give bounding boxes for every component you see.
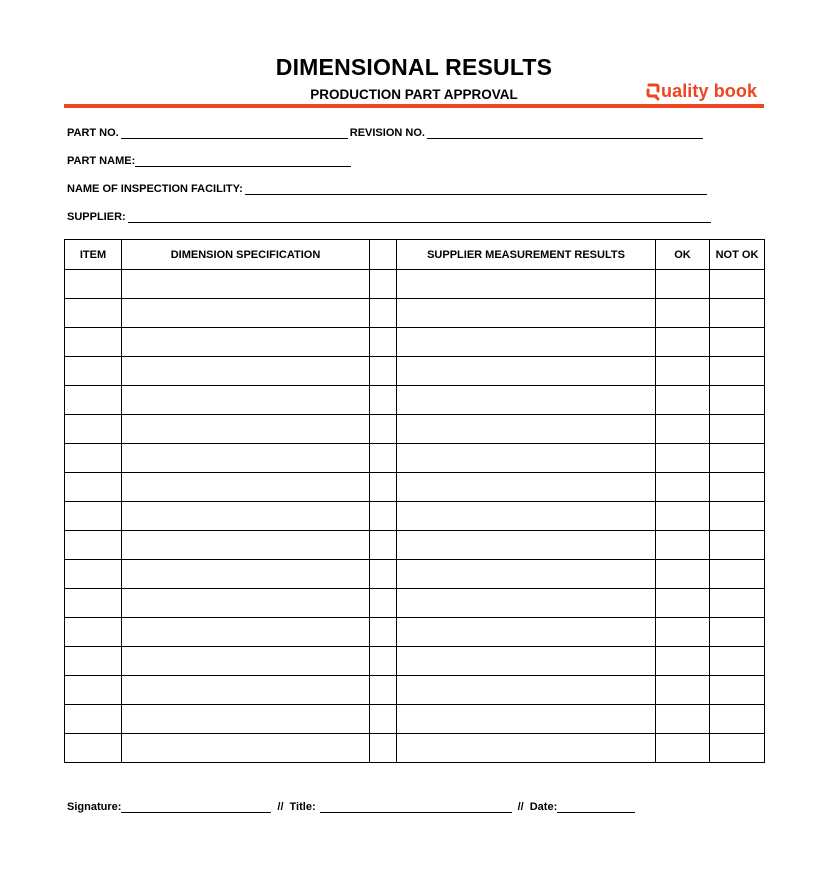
dimension-specification-cell[interactable] (122, 705, 370, 734)
revision-no-field[interactable] (427, 126, 703, 139)
dimension-specification-cell[interactable] (122, 270, 370, 299)
dimension-specification-cell[interactable] (122, 473, 370, 502)
inspection-facility-label: NAME OF INSPECTION FACILITY: (67, 183, 243, 195)
not-ok-cell[interactable] (710, 357, 765, 386)
item-cell[interactable] (65, 357, 122, 386)
dimension-specification-cell[interactable] (122, 502, 370, 531)
ok-cell[interactable] (656, 531, 710, 560)
item-cell[interactable] (65, 676, 122, 705)
not-ok-cell[interactable] (710, 299, 765, 328)
supplier-measurement-cell[interactable] (397, 618, 656, 647)
blank-cell[interactable] (370, 531, 397, 560)
blank-cell[interactable] (370, 676, 397, 705)
item-cell[interactable] (65, 270, 122, 299)
not-ok-cell[interactable] (710, 705, 765, 734)
quality-book-logo (646, 78, 757, 104)
table-row (65, 618, 765, 647)
title-separator: // (277, 801, 284, 813)
supplier-measurement-cell[interactable] (397, 299, 656, 328)
supplier-measurement-cell[interactable] (397, 705, 656, 734)
not-ok-cell[interactable] (710, 444, 765, 473)
table-row (65, 299, 765, 328)
supplier-measurement-cell[interactable] (397, 357, 656, 386)
blank-cell[interactable] (370, 270, 397, 299)
table-row (65, 415, 765, 444)
blank-cell[interactable] (370, 415, 397, 444)
not-ok-cell[interactable] (710, 415, 765, 444)
supplier-measurement-cell[interactable] (397, 734, 656, 763)
ok-cell[interactable] (656, 299, 710, 328)
date-separator: // (517, 801, 524, 813)
ok-cell[interactable] (656, 618, 710, 647)
item-cell[interactable] (65, 444, 122, 473)
revision-no-label: REVISION NO. (349, 127, 425, 139)
inspection-facility-field[interactable] (245, 182, 707, 195)
dimension-specification-cell[interactable] (122, 589, 370, 618)
table-row (65, 647, 765, 676)
inspection-facility-row (67, 179, 707, 195)
blank-cell[interactable] (370, 357, 397, 386)
item-cell[interactable] (65, 328, 122, 357)
ok-cell[interactable] (656, 589, 710, 618)
dimension-specification-cell[interactable] (122, 676, 370, 705)
ok-cell[interactable] (656, 676, 710, 705)
dimension-specification-cell[interactable] (122, 328, 370, 357)
ok-cell[interactable] (656, 502, 710, 531)
not-ok-cell[interactable] (710, 386, 765, 415)
item-cell[interactable] (65, 560, 122, 589)
item-cell[interactable] (65, 705, 122, 734)
ok-cell[interactable] (656, 734, 710, 763)
title-field[interactable] (320, 800, 512, 813)
table-row (65, 502, 765, 531)
part-no-row (67, 123, 703, 139)
col-header-supplier-measurement-results: SUPPLIER MEASUREMENT RESULTS (397, 240, 656, 270)
signature-footer (67, 797, 635, 813)
header-divider (64, 104, 764, 108)
not-ok-cell[interactable] (710, 618, 765, 647)
dimension-specification-cell[interactable] (122, 444, 370, 473)
dimension-specification-cell[interactable] (122, 618, 370, 647)
col-header-dimension-specification: DIMENSION SPECIFICATION (122, 240, 370, 270)
table-row (65, 357, 765, 386)
quality-book-q-icon (646, 81, 660, 101)
signature-label: Signature: (67, 801, 122, 813)
table-header-row (65, 240, 765, 270)
ok-cell[interactable] (656, 270, 710, 299)
page-subtitle: PRODUCTION PART APPROVAL (310, 87, 518, 102)
ok-cell[interactable] (656, 357, 710, 386)
ok-cell[interactable] (656, 647, 710, 676)
dimension-specification-cell[interactable] (122, 531, 370, 560)
item-cell[interactable] (65, 589, 122, 618)
blank-cell[interactable] (370, 502, 397, 531)
blank-cell[interactable] (370, 734, 397, 763)
supplier-measurement-cell[interactable] (397, 560, 656, 589)
ok-cell[interactable] (656, 705, 710, 734)
part-no-label: PART NO. (67, 127, 119, 139)
ok-cell[interactable] (656, 328, 710, 357)
blank-cell[interactable] (370, 299, 397, 328)
item-cell[interactable] (65, 299, 122, 328)
not-ok-cell[interactable] (710, 560, 765, 589)
supplier-measurement-cell[interactable] (397, 328, 656, 357)
table-row (65, 560, 765, 589)
item-cell[interactable] (65, 473, 122, 502)
supplier-measurement-cell[interactable] (397, 502, 656, 531)
dimension-specification-cell[interactable] (122, 560, 370, 589)
date-field[interactable] (557, 800, 635, 813)
supplier-measurement-cell[interactable] (397, 444, 656, 473)
blank-cell[interactable] (370, 589, 397, 618)
supplier-measurement-cell[interactable] (397, 589, 656, 618)
blank-cell[interactable] (370, 705, 397, 734)
col-header-not-ok: NOT OK (710, 240, 765, 270)
table-row (65, 589, 765, 618)
supplier-field[interactable] (128, 210, 711, 223)
ok-cell[interactable] (656, 473, 710, 502)
table-row (65, 386, 765, 415)
supplier-measurement-cell[interactable] (397, 386, 656, 415)
not-ok-cell[interactable] (710, 531, 765, 560)
not-ok-cell[interactable] (710, 270, 765, 299)
col-header-blank (370, 240, 397, 270)
table-row (65, 473, 765, 502)
item-cell[interactable] (65, 386, 122, 415)
blank-cell[interactable] (370, 618, 397, 647)
page-title: DIMENSIONAL RESULTS (275, 54, 553, 80)
not-ok-cell[interactable] (710, 473, 765, 502)
blank-cell[interactable] (370, 444, 397, 473)
supplier-measurement-cell[interactable] (397, 415, 656, 444)
item-cell[interactable] (65, 415, 122, 444)
logo-text: uality book (661, 80, 758, 101)
not-ok-cell[interactable] (710, 676, 765, 705)
ok-cell[interactable] (656, 386, 710, 415)
item-cell[interactable] (65, 502, 122, 531)
table-row (65, 734, 765, 763)
item-cell[interactable] (65, 618, 122, 647)
table-body (65, 270, 765, 763)
blank-cell[interactable] (370, 328, 397, 357)
dimension-specification-cell[interactable] (122, 647, 370, 676)
supplier-measurement-cell[interactable] (397, 647, 656, 676)
dimension-specification-cell[interactable] (122, 734, 370, 763)
ok-cell[interactable] (656, 444, 710, 473)
not-ok-cell[interactable] (710, 328, 765, 357)
dimension-specification-cell[interactable] (122, 357, 370, 386)
supplier-label: SUPPLIER: (67, 211, 126, 223)
item-cell[interactable] (65, 647, 122, 676)
blank-cell[interactable] (370, 386, 397, 415)
not-ok-cell[interactable] (710, 734, 765, 763)
col-header-item: ITEM (65, 240, 122, 270)
table-row (65, 676, 765, 705)
date-label: Date: (529, 801, 558, 813)
part-name-row (67, 151, 351, 167)
part-no-field[interactable] (121, 126, 348, 139)
blank-cell[interactable] (370, 647, 397, 676)
table-row (65, 270, 765, 299)
table-row (65, 328, 765, 357)
not-ok-cell[interactable] (710, 647, 765, 676)
dimensional-results-table (64, 239, 765, 763)
ok-cell[interactable] (656, 560, 710, 589)
dimension-specification-cell[interactable] (122, 299, 370, 328)
dimension-specification-cell[interactable] (122, 386, 370, 415)
ok-cell[interactable] (656, 415, 710, 444)
part-name-label: PART NAME: (67, 155, 136, 167)
blank-cell[interactable] (370, 473, 397, 502)
title-label: Title: (289, 801, 316, 813)
supplier-measurement-cell[interactable] (397, 270, 656, 299)
table-row (65, 444, 765, 473)
blank-cell[interactable] (370, 560, 397, 589)
supplier-measurement-cell[interactable] (397, 473, 656, 502)
col-header-ok: OK (656, 240, 710, 270)
part-name-field[interactable] (135, 154, 351, 167)
dimension-specification-cell[interactable] (122, 415, 370, 444)
table-row (65, 531, 765, 560)
supplier-measurement-cell[interactable] (397, 676, 656, 705)
not-ok-cell[interactable] (710, 502, 765, 531)
table-row (65, 705, 765, 734)
signature-field[interactable] (121, 800, 271, 813)
supplier-row (67, 207, 711, 223)
not-ok-cell[interactable] (710, 589, 765, 618)
supplier-measurement-cell[interactable] (397, 531, 656, 560)
item-cell[interactable] (65, 734, 122, 763)
item-cell[interactable] (65, 531, 122, 560)
